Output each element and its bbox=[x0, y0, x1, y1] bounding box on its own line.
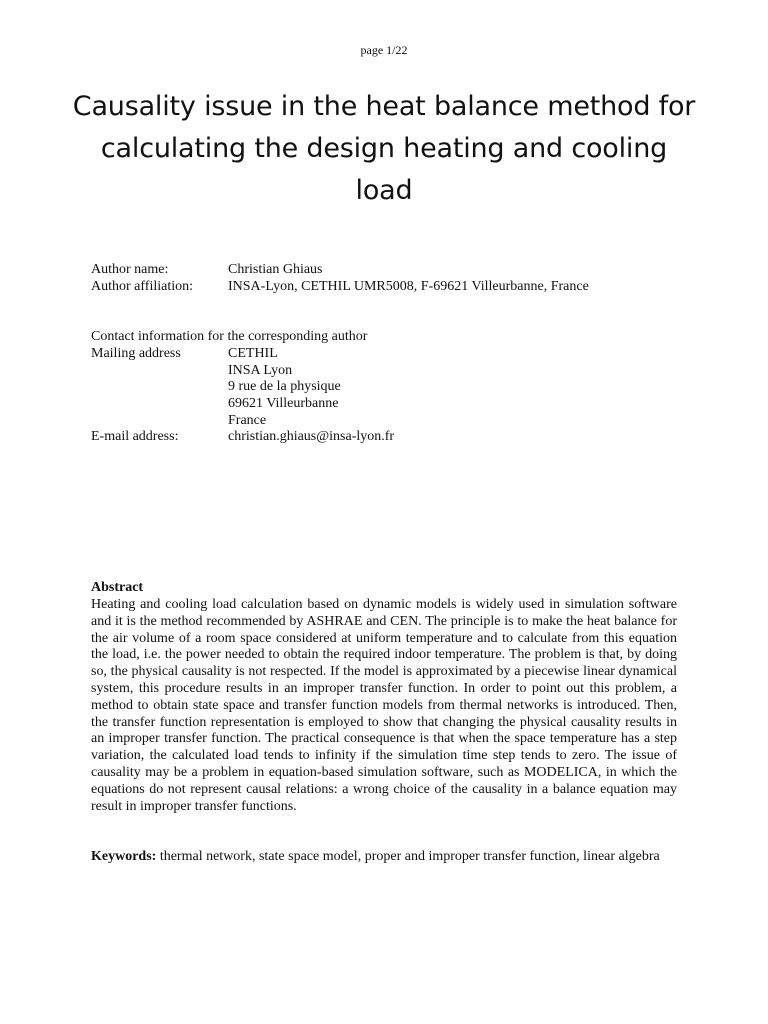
address-line: 9 rue de la physique bbox=[228, 379, 341, 394]
abstract-text: Heating and cooling load calculation based on dynamic models is widely used in simulation software and it is the method recommended by ASHRAE and CEN. The principle is to make the heat balance for the air volume of a room space considered at uniform temperature and to calculate from this equation the load, i.e. the power needed to obtain the required indoor temperature. The problem is that, by doing so, the physical causality is not respected. If the model is approximated by a piecewise linear dynamical system, this procedure results in an improper transfer function. In order to point out this problem, a method to obtain state space and transfer function models from thermal networks is introduced. Then, the transfer function representation is employed to show that changing the physical causality results in an improper transfer function. The practical consequence is that when the space temperature has a step variation, the calculated load tends to infinity if the simulation time step tends to zero. The issue of causality may be a problem in equation-based simulation software, such as MODELICA, in which the equations do not represent causal relations: a wrong choice of the causality in a balance equation may result in improper transfer functions. bbox=[91, 597, 677, 814]
author-affiliation: INSA-Lyon, CETHIL UMR5008, F-69621 Villeurbanne, France bbox=[228, 279, 589, 294]
address-line-row bbox=[91, 412, 266, 429]
author-affiliation-row bbox=[91, 278, 589, 295]
email-row bbox=[91, 428, 394, 445]
address-line-row bbox=[91, 378, 341, 395]
author-name-label: Author name: bbox=[91, 262, 169, 277]
address-line: INSA Lyon bbox=[228, 363, 293, 378]
email-address[interactable]: christian.ghiaus@insa-lyon.fr bbox=[228, 429, 395, 444]
keywords-paragraph bbox=[91, 848, 677, 865]
author-name-row bbox=[91, 261, 323, 278]
address-line-row bbox=[91, 395, 339, 412]
keywords-text: thermal network, state space model, proper and improper transfer function, linear algebra bbox=[156, 849, 660, 864]
author-affiliation-label: Author affiliation: bbox=[91, 279, 193, 294]
email-label: E-mail address: bbox=[91, 429, 179, 444]
address-line-row bbox=[91, 362, 292, 379]
keywords-label: Keywords: bbox=[91, 849, 157, 864]
paper-title: Causality issue in the heat balance method for calculating the design heating and cooling load bbox=[72, 91, 696, 206]
page-number: page 1/22 bbox=[360, 43, 408, 57]
mailing-address-label: Mailing address bbox=[91, 346, 181, 361]
contact-heading: Contact information for the corresponding author bbox=[91, 329, 368, 344]
mailing-address-row bbox=[91, 345, 278, 362]
address-line: CETHIL bbox=[228, 346, 278, 361]
address-line: France bbox=[228, 413, 267, 428]
abstract-heading: Abstract bbox=[91, 580, 144, 595]
author-name: Christian Ghiaus bbox=[228, 262, 323, 277]
address-line: 69621 Villeurbanne bbox=[228, 396, 339, 411]
